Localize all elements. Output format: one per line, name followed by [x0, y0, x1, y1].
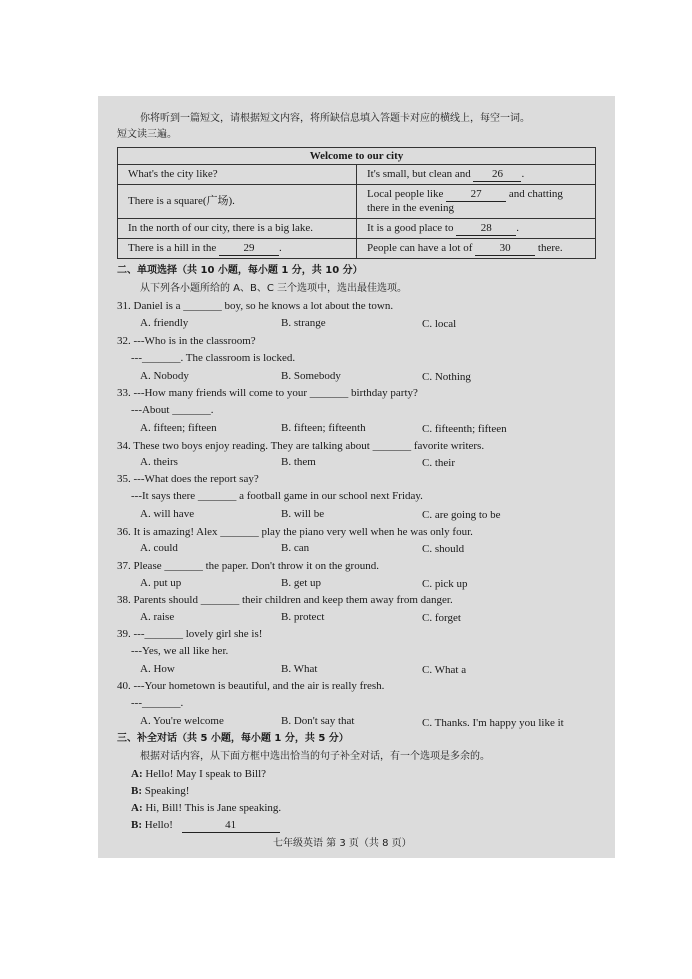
question-stem-2: ---About _______.	[131, 404, 214, 416]
table-cell	[118, 239, 357, 259]
option-a: A. fifteen; fifteen	[140, 422, 217, 434]
cell-text: There is a hill in the	[128, 241, 217, 254]
dialogue-line	[131, 801, 281, 815]
blank-41: 41	[182, 818, 280, 833]
cell-text: and chatting	[508, 188, 563, 200]
dialogue-line	[131, 818, 280, 833]
option-c: C. Nothing	[422, 371, 471, 383]
question-stem: 37. Please _______ the paper. Don't throw it on the ground.	[117, 560, 379, 572]
speaker-label: A:	[131, 802, 143, 814]
blank-30: 30	[475, 242, 535, 256]
option-a: A. theirs	[140, 456, 178, 468]
section-instruction: 根据对话内容，从下面方框中选出恰当的句子补全对话，有一个选项是多余的。	[140, 751, 490, 762]
option-c: C. forget	[422, 612, 461, 624]
option-c: C. are going to be	[422, 509, 501, 521]
listening-instruction-2: 短文读三遍。	[117, 129, 177, 140]
option-a: A. put up	[140, 577, 182, 589]
option-c: C. What a	[422, 664, 467, 676]
option-b: B. get up	[281, 577, 322, 589]
question-stem: 32. ---Who is in the classroom?	[117, 335, 256, 347]
table-title: Welcome to our city	[118, 148, 596, 165]
question-stem: 34. These two boys enjoy reading. They are talking about _______ favorite writers.	[117, 440, 485, 452]
option-b: B. Don't say that	[281, 715, 355, 727]
option-c: C. their	[422, 457, 455, 469]
cell-text: People can have a lot of	[367, 241, 473, 254]
question-stem-2: ---It says there _______ a football game in our school next Friday.	[131, 490, 423, 502]
dialogue-line	[131, 784, 189, 798]
table-cell: In the north of our city, there is a big lake.	[118, 219, 357, 239]
option-a: A. Nobody	[140, 370, 189, 382]
option-c: C. fifteenth; fifteen	[422, 423, 507, 435]
option-a: A. How	[140, 663, 175, 675]
cell-text: Local people like	[367, 188, 444, 200]
option-a: A. raise	[140, 611, 175, 623]
option-a: A. You're welcome	[140, 715, 224, 727]
table-cell	[357, 239, 596, 259]
cell-text: there in the evening	[367, 202, 455, 214]
option-c: C. Thanks. I'm happy you like it	[422, 717, 564, 729]
speaker-label: B:	[131, 819, 142, 831]
option-c: C. local	[422, 318, 457, 330]
cell-text: It is a good place to	[367, 221, 454, 234]
table-cell	[357, 165, 596, 185]
option-b: B. can	[281, 542, 310, 554]
blank-26: 26	[473, 168, 521, 182]
table-cell: There is a square(广场).	[118, 185, 357, 219]
speaker-label: A:	[131, 768, 143, 780]
table-cell	[357, 185, 596, 219]
table-cell	[357, 219, 596, 239]
dialogue-text: Hi, Bill! This is Jane speaking.	[145, 802, 282, 814]
question-stem: 39. ---_______ lovely girl she is!	[117, 628, 263, 640]
blank-27: 27	[446, 188, 506, 202]
page-footer: 七年级英语 第 3 页（共 8 页）	[273, 838, 412, 849]
section-heading: 二、单项选择（共 10 小题，每小题 1 分，共 10 分）	[117, 265, 363, 276]
question-stem-2: ---Yes, we all like her.	[131, 645, 229, 657]
table-cell: What's the city like?	[118, 165, 357, 185]
question-stem: 35. ---What does the report say?	[117, 473, 259, 485]
blank-28: 28	[456, 222, 516, 236]
cell-text: .	[521, 167, 525, 180]
option-c: C. pick up	[422, 578, 468, 590]
section-instruction: 从下列各小题所给的 A、B、C 三个选项中，选出最佳选项。	[140, 283, 408, 294]
cell-text: It's small, but clean and	[367, 167, 471, 180]
cell-text: there.	[537, 241, 563, 254]
cell-text: .	[279, 241, 282, 254]
blank-29: 29	[219, 242, 279, 256]
city-table	[117, 147, 596, 259]
listening-instruction: 你将听到一篇短文，请根据短文内容，将所缺信息填入答题卡对应的横线上，每空一词。	[140, 113, 530, 124]
option-b: B. fifteen; fifteenth	[281, 422, 366, 434]
question-stem: 38. Parents should _______ their children and keep them away from danger.	[117, 594, 453, 606]
question-stem-2: ---_______.	[131, 697, 184, 709]
option-b: B. What	[281, 663, 318, 675]
dialogue-text: Hello!	[144, 819, 173, 831]
question-stem: 40. ---Your hometown is beautiful, and the air is really fresh.	[117, 680, 385, 692]
question-stem: 36. It is amazing! Alex _______ play the piano very well when he was only four.	[117, 526, 473, 538]
dialogue-line	[131, 767, 266, 781]
dialogue-text: Speaking!	[144, 785, 190, 797]
option-a: A. friendly	[140, 317, 189, 329]
option-c: C. should	[422, 543, 465, 555]
option-b: B. them	[281, 456, 316, 468]
option-b: B. will be	[281, 508, 325, 520]
cell-text: .	[516, 221, 519, 234]
question-stem: 31. Daniel is a _______ boy, so he knows a lot about the town.	[117, 300, 394, 312]
question-stem-2: ---_______. The classroom is locked.	[131, 352, 296, 364]
option-a: A. will have	[140, 508, 195, 520]
option-a: A. could	[140, 542, 178, 554]
question-stem: 33. ---How many friends will come to your _______ birthday party?	[117, 387, 418, 399]
speaker-label: B:	[131, 785, 142, 797]
option-b: B. protect	[281, 611, 325, 623]
dialogue-text: Hello! May I speak to Bill?	[145, 768, 267, 780]
section-heading: 三、补全对话（共 5 小题，每小题 1 分，共 5 分）	[117, 733, 349, 744]
option-b: B. Somebody	[281, 370, 341, 382]
option-b: B. strange	[281, 317, 326, 329]
